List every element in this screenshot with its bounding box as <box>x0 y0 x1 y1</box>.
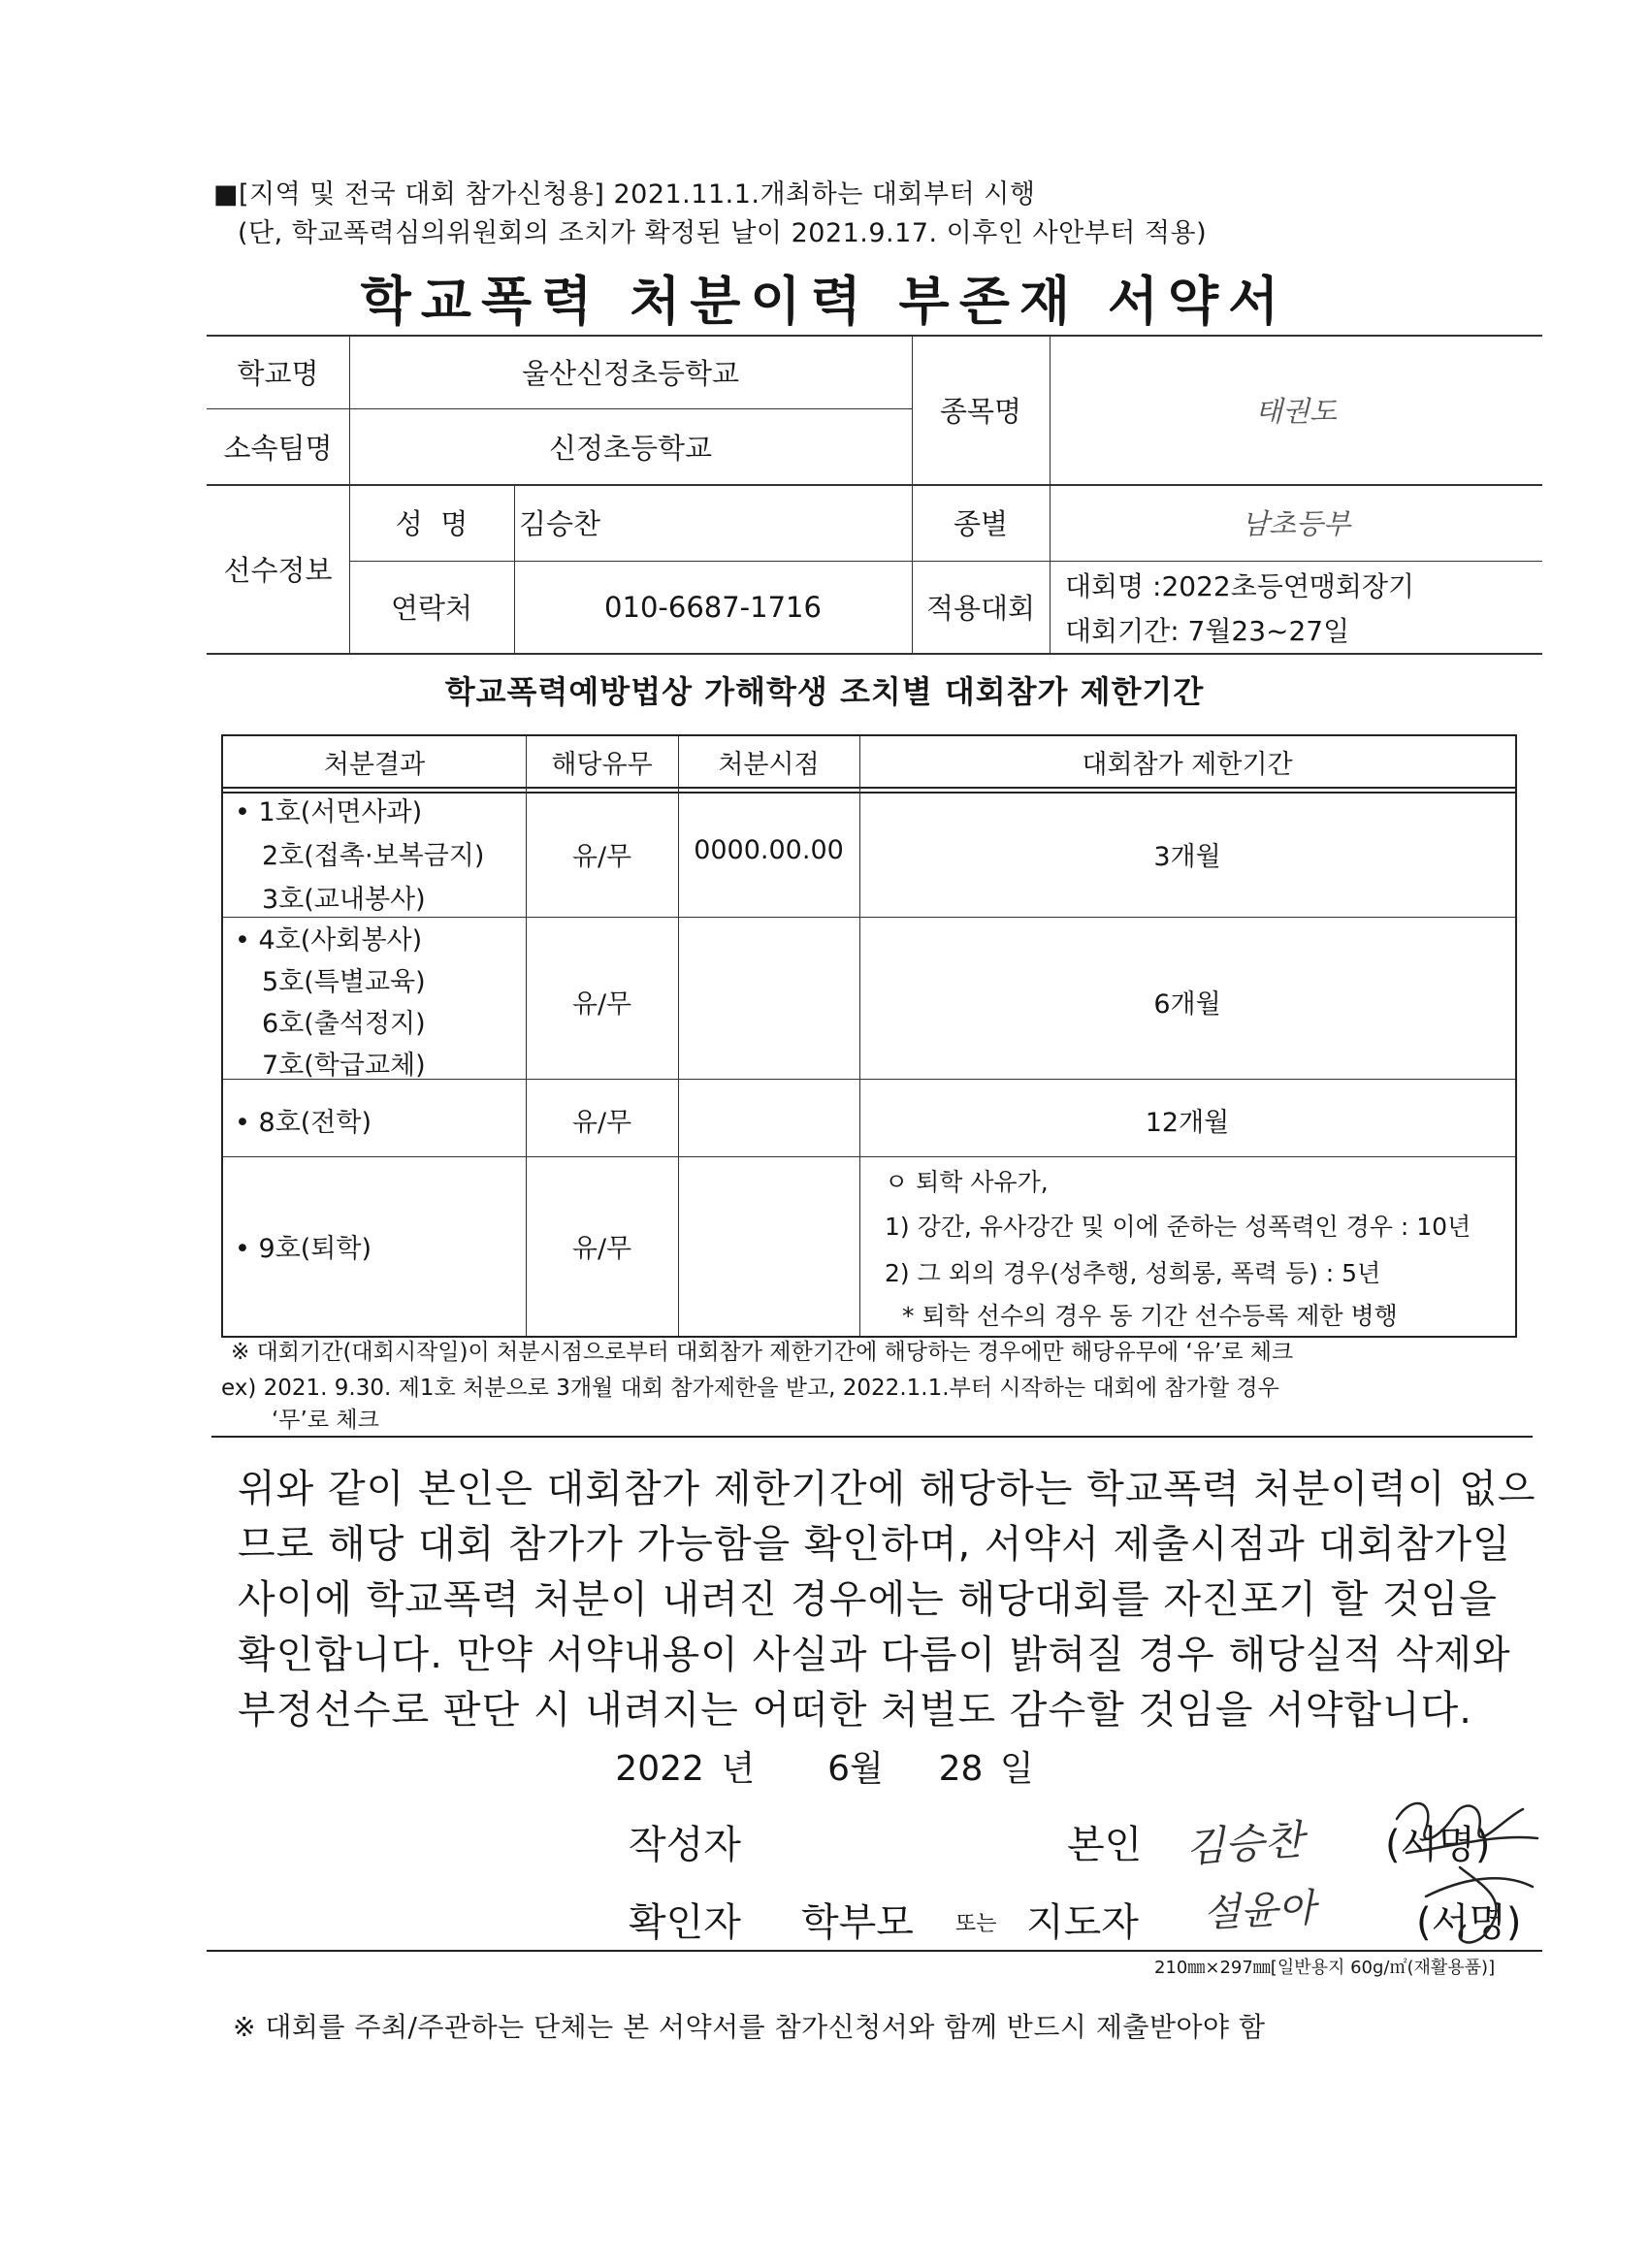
self-signature: 김승찬 <box>1183 1815 1306 1872</box>
pledge-line: 확인합니다. 만약 서약내용이 사실과 다름이 밝혀질 경우 해당실적 삭제와 <box>238 1633 1511 1677</box>
event-name: 대회명 :2022초등연맹회장기 <box>1065 570 1415 602</box>
table-row-2-result-line: 7호(학급교체) <box>262 1051 426 1081</box>
table-row-2-applicable: 유/무 <box>571 989 632 1020</box>
table-row-4-applicable: 유/무 <box>571 1234 632 1264</box>
table-row-4-limit-line: * 퇴학 선수의 경우 동 기간 선수등록 제한 병행 <box>902 1302 1398 1330</box>
division-value: 남초등부 <box>1241 507 1351 540</box>
table-row-1-result-line: 2호(접촉·보복금지) <box>262 841 485 871</box>
document-title: 학교폭력 처분이력 부존재 서약서 <box>360 271 1289 332</box>
table-row-3-result-line: • 8호(전학) <box>235 1108 372 1138</box>
or-label: 또는 <box>955 1912 997 1936</box>
player-info-label: 선수정보 <box>223 553 333 587</box>
col-header-result: 처분결과 <box>323 749 426 780</box>
guide-label: 지도자 <box>1026 1900 1139 1945</box>
guide-signature: 설윤아 <box>1202 1885 1317 1936</box>
section-title: 학교폭력예방법상 가해학생 조치별 대회참가 제한기간 <box>444 673 1205 710</box>
table-row-1-date: 0000.00.00 <box>694 835 844 865</box>
table-row-1-applicable: 유/무 <box>571 842 632 872</box>
restriction-table <box>221 734 1517 1338</box>
table-row-2-result-line: 5호(특별교육) <box>262 967 426 997</box>
table-row-4-limit-line: 2) 그 외의 경우(성추행, 성희롱, 폭력 등) : 5년 <box>885 1259 1381 1287</box>
col-header-applicable: 해당유무 <box>551 749 653 780</box>
table-row-1-result-line: • 1호(서면사과) <box>235 797 423 827</box>
name-value: 김승찬 <box>519 507 601 540</box>
table-row-1-limit: 3개월 <box>1153 842 1221 872</box>
pledge-line: 므로 해당 대회 참가가 가능함을 확인하며, 서약서 제출시점과 대회참가일 <box>238 1522 1511 1567</box>
table-row-2-result-line: 6호(출석정지) <box>262 1009 426 1039</box>
header-line-1: ■[지역 및 전국 대회 참가신청용] 2021.11.1.개최하는 대회부터 시행 <box>213 179 1036 210</box>
self-label: 본인 <box>1067 1823 1143 1867</box>
pledge-line: 부정선수로 판단 시 내려지는 어떠한 처벌도 감수할 것임을 서약합니다. <box>238 1688 1472 1733</box>
team-label: 소속팀명 <box>223 431 333 465</box>
paper-spec: 210㎜×297㎜[일반용지 60g/㎡(재활용품)] <box>1154 1958 1496 1978</box>
col-header-date: 처분시점 <box>718 749 820 780</box>
note-1: ※ 대회기간(대회시작일)이 처분시점으로부터 대회참가 제한기간에 해당하는 경우에만 해당유무에 ‘유’로 체크 <box>231 1340 1294 1365</box>
date-month: 6월 <box>827 1749 884 1789</box>
col-header-limit: 대회참가 제한기간 <box>1082 749 1293 780</box>
event-period: 대회기간: 7월23~27일 <box>1065 615 1350 647</box>
table-row-1-result-line: 3호(교내봉사) <box>262 885 426 915</box>
pledge-paragraph <box>238 1462 1536 1738</box>
contact-label: 연락처 <box>390 592 473 625</box>
team-value: 신정초등학교 <box>548 431 713 465</box>
contact-value: 010-6687-1716 <box>604 590 822 624</box>
header-line-2: (단, 학교폭력심의위원회의 조치가 확정된 날이 2021.9.17. 이후인 사안부터 적용) <box>238 218 1208 248</box>
table-row-3-applicable: 유/무 <box>571 1108 632 1138</box>
table-row-4-limit-line: 1) 강간, 유사강간 및 이에 준하는 성폭력인 경우 : 10년 <box>885 1213 1471 1241</box>
note-2-cont: ‘무’로 체크 <box>272 1408 379 1433</box>
date-year-unit: 년 <box>721 1749 756 1789</box>
footer-note: ※ 대회를 주최/주관하는 단체는 본 서약서를 참가신청서와 함께 반드시 제출받아야 함 <box>233 2011 1266 2043</box>
writer-label: 작성자 <box>629 1823 741 1867</box>
pledge-line: 위와 같이 본인은 대회참가 제한기간에 해당하는 학교폭력 처분이력이 없으 <box>238 1467 1536 1511</box>
handwritten-signature-scribble-icon <box>1368 1780 1562 1960</box>
school-label: 학교명 <box>237 356 319 390</box>
sport-value: 태권도 <box>1254 394 1338 428</box>
table-row-4-limit-line: ㅇ 퇴학 사유가, <box>885 1168 1049 1196</box>
sport-label: 종목명 <box>939 394 1022 428</box>
date-year: 2022 <box>615 1749 704 1789</box>
parent-label: 학부모 <box>801 1900 914 1945</box>
date-day-unit: 일 <box>999 1749 1034 1789</box>
sign-mark-2: (서명) <box>1416 1900 1522 1945</box>
school-value: 울산신정초등학교 <box>521 356 740 390</box>
division-label: 종별 <box>953 507 1009 540</box>
table-row-2-limit: 6개월 <box>1153 989 1221 1020</box>
table-row-3-limit: 12개월 <box>1145 1108 1230 1138</box>
event-label: 적용대회 <box>925 592 1036 625</box>
pledge-line: 사이에 학교폭력 처분이 내려진 경우에는 해당대회를 자진포기 할 것임을 <box>238 1577 1498 1622</box>
note-2: ex) 2021. 9.30. 제1호 처분으로 3개월 대회 참가제한을 받고, 2022.1.1.부터 시작하는 대회에 참가할 경우 <box>221 1376 1279 1401</box>
date-day: 28 <box>938 1749 984 1789</box>
table-row-4-result-line: • 9호(퇴학) <box>235 1234 372 1264</box>
table-row-2-result-line: • 4호(사회봉사) <box>235 925 423 956</box>
sign-mark-1: (서명) <box>1385 1823 1491 1867</box>
name-label: 성 명 <box>395 507 469 540</box>
confirmer-label: 확인자 <box>629 1900 741 1945</box>
